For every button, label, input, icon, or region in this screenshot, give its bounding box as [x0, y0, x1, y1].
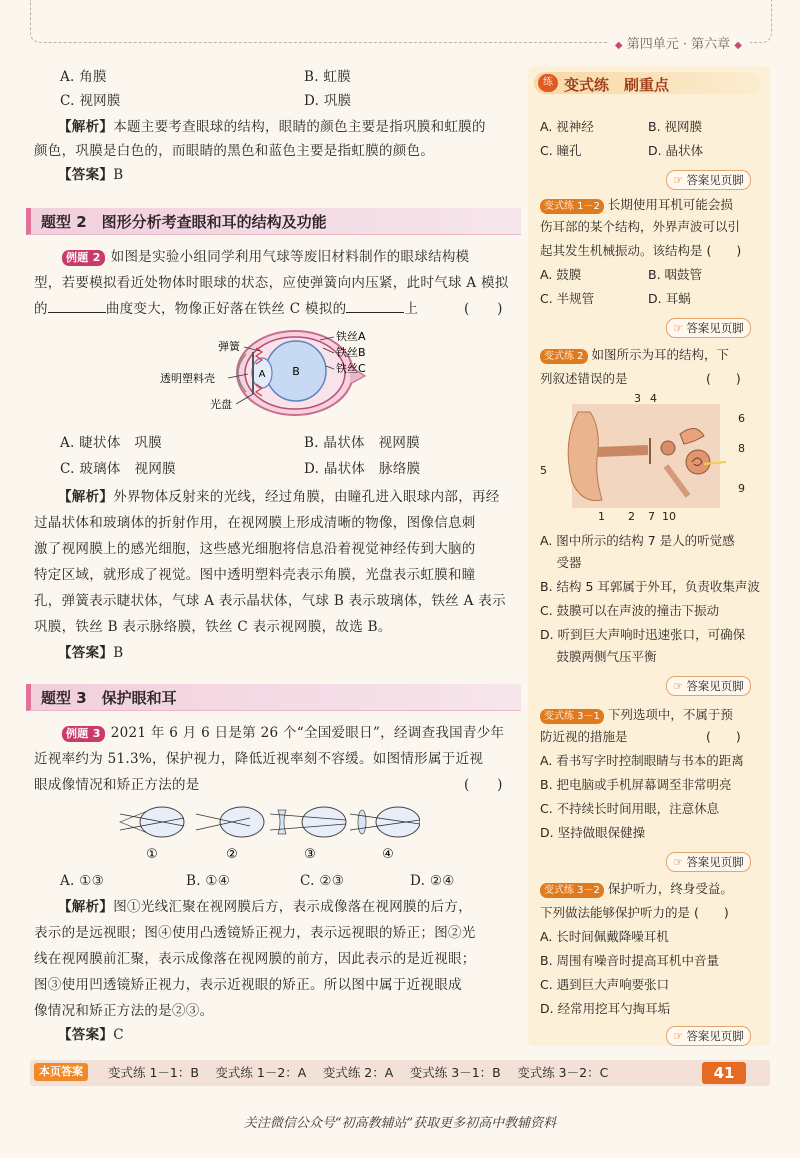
label-wire-B: 铁丝B	[336, 346, 366, 359]
ear-label-8: 8	[738, 442, 745, 455]
stem-text: 列叙述错误的是	[540, 371, 628, 386]
explanation-text: 激了视网膜上的感光细胞，这些感光细胞将信息沿着视觉神经传到大脑的	[34, 541, 476, 557]
stem-text: 下列选项中，不属于预	[607, 707, 733, 722]
option: C. 遇到巨大声响要张口	[540, 977, 670, 992]
question-stem	[540, 878, 762, 900]
answer-footnote-button[interactable]	[666, 170, 751, 190]
stem-text: 保护听力，终身受益。	[607, 881, 733, 896]
answer-footnote-label: 答案见页脚	[686, 1029, 744, 1043]
option: B. 视网膜	[648, 119, 703, 134]
page-answers-tag: 本页答案	[34, 1063, 88, 1081]
answer	[58, 642, 123, 664]
promo-note: 关注微信公众号“初高教辅站”获取更多初高中教辅资料	[243, 1116, 557, 1131]
option: D. 晶状体 脉络膜	[304, 461, 421, 477]
blank-line	[48, 300, 106, 313]
ear-label-7: 7	[648, 510, 655, 523]
ear-label-5: 5	[540, 464, 547, 477]
stem-text: 如图所示为耳的结构，下	[591, 347, 730, 362]
blank-line	[346, 300, 404, 313]
practice-badge: 变式练 2	[540, 349, 588, 364]
ear-label-2: 2	[628, 510, 635, 523]
option: B. ①④	[186, 873, 231, 889]
option: A. 长时间佩戴降噪耳机	[540, 929, 669, 944]
header-dot-icon: ◆	[614, 40, 623, 51]
stem-text: 下列做法能够保护听力的是 ( )	[540, 905, 729, 920]
explanation-text: 线在视网膜前汇聚，表示成像落在视网膜的前方，因此表示的是近视眼；	[34, 951, 476, 967]
stem-text: 上	[404, 301, 419, 317]
answer-paren: ( )	[464, 301, 503, 317]
option: A. 鼓膜	[540, 267, 582, 282]
answer-value: B	[113, 645, 124, 661]
explanation	[58, 896, 520, 918]
answer-footnote-button[interactable]	[666, 318, 751, 338]
header-dot-icon: ◆	[734, 40, 742, 51]
label-spring: 弹簧	[218, 340, 240, 353]
stem-text: 型，若要模拟看近处物体时眼球的状态，应使弹簧向内压紧，此时气球 A 模拟	[34, 275, 509, 291]
option: C. 视网膜	[60, 93, 121, 109]
option: C. ②③	[300, 873, 345, 889]
explanation	[58, 116, 520, 138]
stem-text: 如图是实验小组同学利用气球等废旧材料制作的眼球结构模	[110, 249, 470, 265]
answer-paren: ( )	[706, 729, 741, 744]
stem-text: 近视率约为 51.3%，保护视力，降低近视率刻不容缓。如图情形属于近视	[34, 751, 484, 767]
question-stem	[540, 194, 762, 216]
section-title-text: 题型 2 图形分析考查眼和耳的结构及功能	[41, 213, 327, 231]
answer	[58, 1024, 124, 1046]
option: A. 角膜	[60, 69, 107, 85]
answer-paren: ( )	[464, 777, 503, 793]
chapter-header	[607, 33, 750, 52]
explanation-text: 本题主要考查眼球的结构，眼睛的颜色主要是指巩膜和虹膜的	[113, 119, 486, 135]
header-text: 第四单元 · 第六章	[626, 37, 731, 52]
option: 鼓膜两侧气压平衡	[540, 649, 657, 664]
practice-title-bar	[534, 72, 760, 94]
option: A. 图中所示的结构 7 是人的听觉感	[540, 533, 735, 548]
eye-model-diagram	[160, 326, 390, 420]
answer-label: 【答案】	[58, 645, 114, 661]
answer-value: B	[113, 167, 124, 183]
ear-label-9: 9	[738, 482, 745, 495]
figure-label: ③	[304, 847, 316, 862]
ear-label-4: 4	[650, 392, 657, 405]
vision-correction-figures	[110, 800, 420, 864]
figure-4	[350, 807, 420, 837]
option: C. 鼓膜可以在声波的撞击下振动	[540, 603, 720, 618]
example-stem	[62, 722, 522, 744]
explanation-text: 图①光线汇聚在视网膜后方，表示成像落在视网膜的后方，	[113, 899, 473, 915]
option: B. 把电脑或手机屏幕调至非常明亮	[540, 777, 732, 792]
explanation-text: 外界物体反射来的光线，经过角膜，由瞳孔进入眼球内部，再经	[113, 489, 500, 505]
answer-label: 【答案】	[58, 167, 114, 183]
option: C. 不持续长时间用眼，注意休息	[540, 801, 720, 816]
explanation-label: 【解析】	[58, 489, 114, 505]
page-number: 41	[702, 1062, 746, 1084]
answer-footnote-label: 答案见页脚	[686, 321, 744, 335]
example-badge: 例题 2	[62, 250, 105, 266]
explanation-label: 【解析】	[58, 119, 114, 135]
option: B. 虹膜	[304, 69, 352, 85]
hand-icon: ☞	[673, 855, 684, 869]
explanation-text: 巩膜，铁丝 B 表示脉络膜，铁丝 C 表示视网膜，故选 B。	[34, 619, 392, 635]
stem-text: 长期使用耳机可能会损	[607, 197, 733, 212]
label-A: A	[258, 369, 266, 380]
answer-footnote-button[interactable]	[666, 676, 751, 696]
ear-structure-diagram	[538, 392, 758, 524]
figure-3	[270, 807, 346, 837]
label-wire-C: 铁丝C	[336, 362, 366, 375]
explanation-text: 图③使用凹透镜矫正视力，表示近视眼的矫正。所以图中属于近视眼成	[34, 977, 462, 993]
practice-icon: 练	[538, 74, 558, 92]
explanation-text: 特定区域，就形成了视觉。图中透明塑料壳表示角膜，光盘表示虹膜和瞳	[34, 567, 476, 583]
stem-text: 起其发生机械振动。该结构是 ( )	[540, 243, 742, 258]
hand-icon: ☞	[673, 321, 684, 335]
option: 受器	[540, 555, 582, 570]
option: A. 视神经	[540, 119, 594, 134]
explanation-text: 孔，弹簧表示睫状体，气球 A 表示晶状体，气球 B 表示玻璃体，铁丝 A 表示	[34, 593, 506, 609]
figure-label: ①	[146, 847, 158, 862]
option: D. ②④	[410, 873, 455, 889]
label-wire-A: 铁丝A	[336, 330, 366, 343]
figure-2	[196, 807, 264, 837]
practice-badge: 变式练 3－2	[540, 883, 604, 898]
answer-paren: ( )	[706, 371, 741, 386]
option: B. 咽鼓管	[648, 267, 703, 282]
label-disc: 光盘	[210, 398, 232, 411]
option: A. 看书写字时控制眼睛与书本的距离	[540, 753, 744, 768]
practice-badge: 变式练 1－2	[540, 199, 604, 214]
stem-line	[34, 298, 524, 320]
explanation-label: 【解析】	[58, 899, 114, 915]
explanation-text: 颜色，巩膜是白色的，而眼睛的黑色和蓝色主要是指虹膜的颜色。	[34, 143, 435, 159]
answer-label: 【答案】	[58, 1027, 114, 1043]
option: D. 晶状体	[648, 143, 704, 158]
question-stem	[540, 704, 762, 726]
practice-badge: 变式练 3－1	[540, 709, 604, 724]
ear-label-6: 6	[738, 412, 745, 425]
option: B. 结构 5 耳郭属于外耳，负责收集声波	[540, 579, 760, 594]
answer-value: C	[113, 1027, 124, 1043]
explanation-text: 像情况和矫正方法的是②③。	[34, 1003, 214, 1019]
ear-label-10: 10	[662, 510, 676, 523]
ear-illustration	[568, 404, 726, 508]
ear-label-3: 3	[634, 392, 641, 405]
stem-text: 防近视的措施是	[540, 729, 628, 744]
example-badge: 例题 3	[62, 726, 105, 742]
page-answers: 变式练 1－1：B 变式练 1－2：A 变式练 2：A 变式练 3－1：B 变式练 3－2：C	[108, 1065, 609, 1080]
stem-text: 的	[34, 301, 48, 317]
answer-footnote-label: 答案见页脚	[686, 173, 744, 187]
explanation	[58, 486, 520, 508]
example-stem	[62, 246, 522, 268]
ear-label-1: 1	[598, 510, 605, 523]
stem-text: 伤耳部的某个结构，外界声波可以引	[540, 219, 741, 234]
figure-label: ④	[382, 847, 394, 862]
answer-footnote-button[interactable]	[666, 852, 751, 872]
stem-text: 曲度变大，物像正好落在铁丝 C 模拟的	[105, 301, 347, 317]
option: A. 睫状体 巩膜	[60, 435, 163, 451]
practice-title: 变式练 刷重点	[564, 76, 670, 94]
option: D. 经常用挖耳勺掏耳垢	[540, 1001, 671, 1016]
hand-icon: ☞	[673, 173, 684, 187]
stem-text: 眼成像情况和矫正方法的是	[34, 777, 200, 793]
explanation-text: 表示的是远视眼；图④使用凸透镜矫正视力，表示远视眼的矫正；图②光	[34, 925, 476, 941]
option: D. 耳蜗	[648, 291, 691, 306]
stem-text: 2021 年 6 月 6 日是第 26 个“全国爱眼日”，经调查我国青少年	[110, 725, 505, 741]
option: A. ①③	[60, 873, 105, 889]
option: D. 坚持做眼保健操	[540, 825, 646, 840]
option: D. 听到巨大声响时迅速张口，可确保	[540, 627, 746, 642]
hand-icon: ☞	[673, 1029, 684, 1043]
hand-icon: ☞	[673, 679, 684, 693]
option: C. 玻璃体 视网膜	[60, 461, 176, 477]
answer	[58, 164, 123, 186]
option: D. 巩膜	[304, 93, 352, 109]
section-title	[26, 684, 521, 711]
answer-footnote-label: 答案见页脚	[686, 855, 744, 869]
answer-footnote-label: 答案见页脚	[686, 679, 744, 693]
question-stem	[540, 344, 762, 366]
option: B. 晶状体 视网膜	[304, 435, 421, 451]
option: C. 瞳孔	[540, 143, 582, 158]
explanation-text: 过晶状体和玻璃体的折射作用，在视网膜上形成清晰的物像，图像信息刺	[34, 515, 476, 531]
option: B. 周围有噪音时提高耳机中音量	[540, 953, 720, 968]
figure-label: ②	[226, 847, 238, 862]
answer-footnote-button[interactable]	[666, 1026, 751, 1046]
figure-1	[120, 807, 184, 837]
section-title	[26, 208, 521, 235]
section-title-text: 题型 3 保护眼和耳	[41, 689, 177, 707]
label-shell: 透明塑料壳	[160, 372, 215, 385]
label-B: B	[292, 365, 300, 378]
option: C. 半规管	[540, 291, 595, 306]
